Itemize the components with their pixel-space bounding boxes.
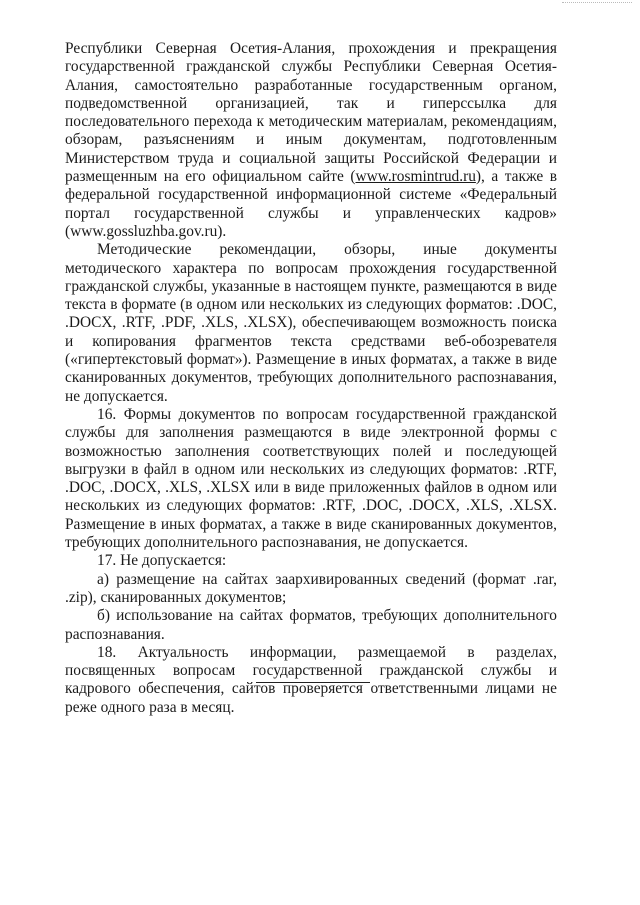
paragraph-continuation (65, 40, 557, 241)
end-separator-line (256, 682, 370, 683)
paragraph-17: 17. Не допускается: (97, 552, 227, 570)
rosmintrud-link[interactable]: www.rosmintrud.ru (355, 168, 476, 186)
paragraph-text: ), а также в федеральной государственной информационной системе «Федеральный портал государственной службы и управленческих кадров» (www.gossluzhba.gov.ru). (65, 168, 557, 240)
paragraph-18: 18. Актуальность информации, размещаемой в разделах, посвященных вопросам государственной гражданской службы и кадрового обеспечения, сайтов проверяется ответственными лицами не реже одного раза в месяц. (65, 643, 557, 716)
paragraph-text: Республики Северная Осетия-Алания, прохождения и прекращения государственной гражданской службы Республики Северная Осетия-Алания, самостоятельно разработанные государственным органом, подведомственной организацией, так и гиперссылка для последовательного перехода к методическим материалам, рекомендациям, обзорам, разъяснениям и иным документам, подготовленным Министерством труда и социальной защиты Российской Федерации и размещенным на его официальном сайте ( (65, 40, 557, 186)
document-body (65, 40, 557, 717)
paragraph-17a: а) размещение на сайтах заархивированных сведений (формат .rar, .zip), сканированных документов; (65, 570, 557, 606)
paragraph-methodical: Методические рекомендации, обзоры, иные документы методического характера по вопросам прохождения государственной гражданской службы, указанные в настоящем пункте, размещаются в виде текста в формате (в одном или нескольких из следующих форматов: .DOC, .DOCX, .RTF, .PDF, .XLS, .XLSX), обеспечивающем возможность поиска и копирования фрагментов текста средствами веб-обозревателя («гипертекстовый формат»). Размещение в иных форматах, а также в виде сканированных документов, требующих дополнительного распознавания, не допускается. (65, 241, 557, 405)
scan-artifact (562, 2, 632, 3)
paragraph-17b: б) использование на сайтах форматов, требующих дополнительного распознавания. (65, 607, 557, 643)
paragraph-16: 16. Формы документов по вопросам государственной гражданской службы для заполнения размещаются в виде электронной формы с возможностью заполнения соответствующих полей и последующей выгрузки в файл в одном или нескольких из следующих форматов: .RTF, .DOC, .DOCX, .XLS, .XLSX или в виде приложенных файлов в одном или нескольких из следующих форматов: .RTF, .DOC, .DOCX, .XLS, .XLSX. Размещение в иных форматах, а также в виде сканированных документов, требующих дополнительного распознавания, не допускается. (65, 405, 557, 552)
